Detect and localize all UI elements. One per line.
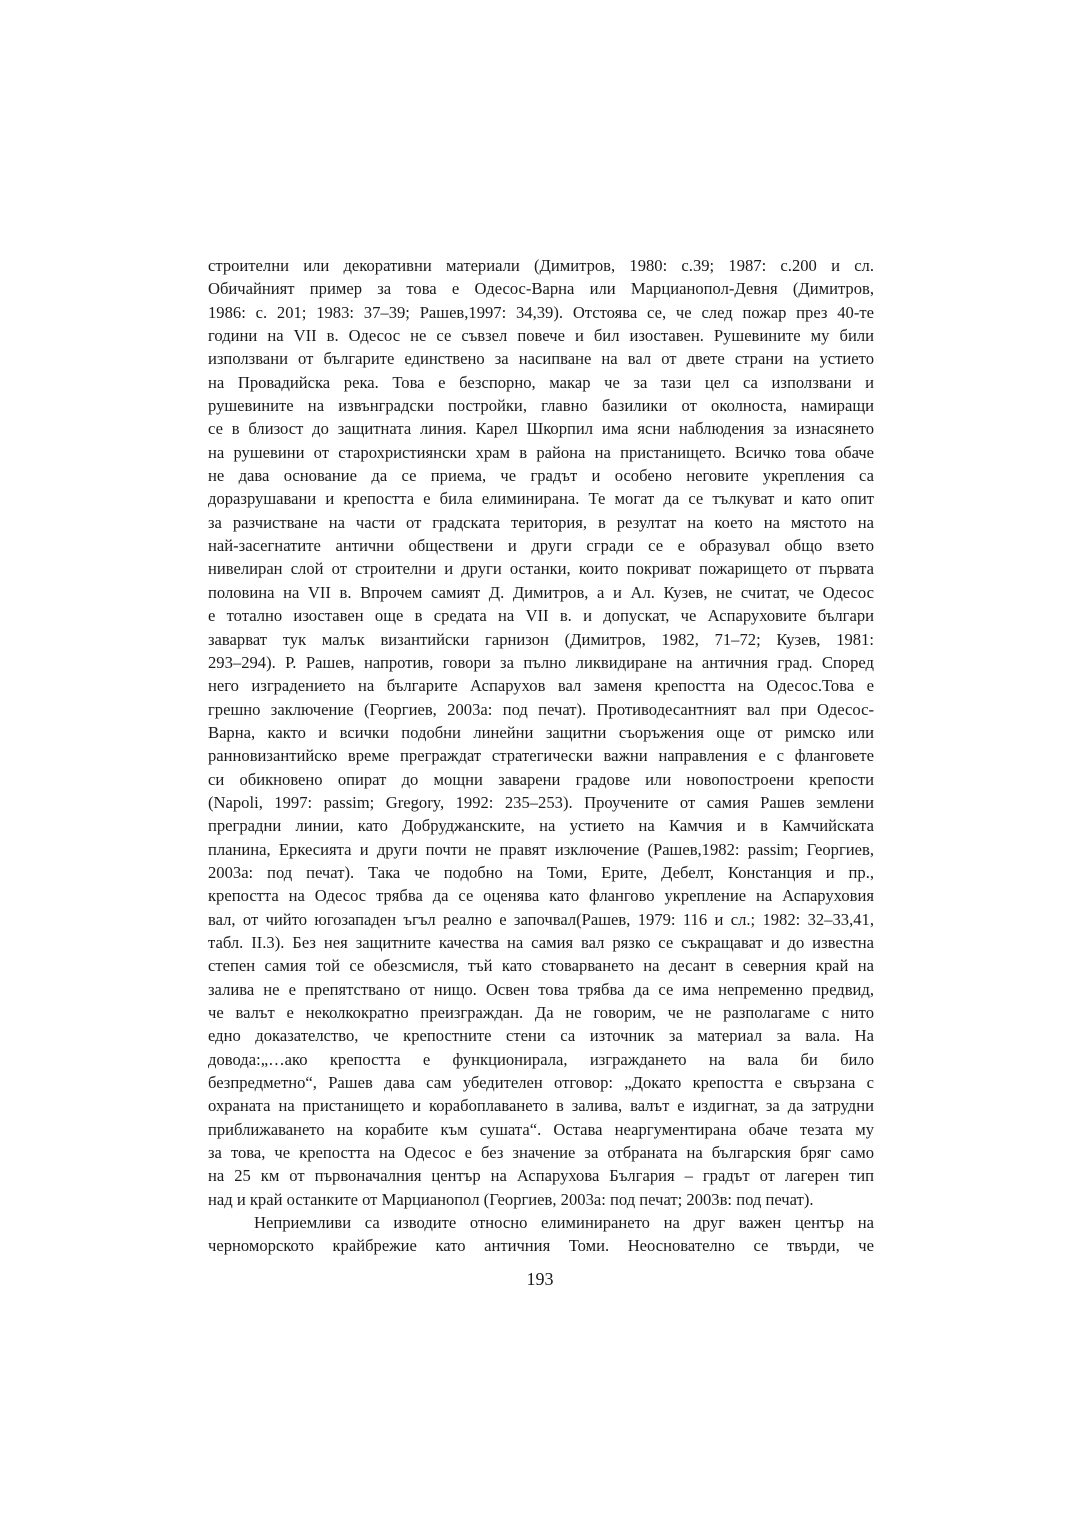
text-line: (Napoli, 1997: passim; Gregory, 1992: 235–253). Проучените от самия Рашев землени <box>208 792 874 812</box>
text-line: планина, Еркесията и други почти не правят изключение (Рашев,1982: passim; Георгиев, <box>208 839 874 859</box>
text-line: на рушевини от старохристиянски храм в района на пристанището. Всичко това обаче <box>208 442 874 462</box>
text-line: Обичайният пример за това е Одесос-Варна или Марцианопол-Девня (Димитров, <box>208 279 874 299</box>
text-line: е тотално изоставен още в средата на VII в. и допускат, че Аспаруховите българи <box>208 606 874 626</box>
text-line: половина на VII в. Впрочем самият Д. Димитров, а и Ал. Кузев, не считат, че Одесос <box>208 582 874 602</box>
text-line: 1986: с. 201; 1983: 37–39; Рашев,1997: 34,39). Отстоява се, че след пожар през 40-те <box>208 302 874 322</box>
text-line: черноморското крайбрежие като античния Томи. Неоснователно се твърди, че <box>208 1236 874 1256</box>
text-line: вал, от чийто югозападен ъгъл реално е започвал(Рашев, 1979: 116 и сл.; 1982: 32–33,41, <box>208 909 874 929</box>
text-line: ранновизантийско време преграждат стратегически важни направления е с фланговете <box>208 746 874 766</box>
text-line: залива не е препятствано от нищо. Освен това трябва да се има непременно предвид, <box>208 979 874 999</box>
text-line: над и край останките от Марцианопол (Георгиев, 2003а: под печат; 2003в: под печат). <box>208 1189 814 1209</box>
text-line: използвани от българите единствено за насипване на вал от двете страни на устието <box>208 349 874 369</box>
text-line: доразрушавани и крепостта е била елиминирана. Те могат да се тълкуват и като опит <box>208 489 874 509</box>
text-line: грешно заключение (Георгиев, 2003а: под печат). Противодесантният вал при Одесос- <box>208 699 874 719</box>
text-line: табл. II.3). Без нея защитните качества на самия вал рязко се съкращават и до известна <box>208 932 874 952</box>
body-text <box>208 254 874 1258</box>
text-line: заварват тук малък византийски гарнизон (Димитров, 1982, 71–72; Кузев, 1981: <box>208 629 874 649</box>
text-line: на 25 км от първоначалния център на Аспарухова България – градът от лагерен тип <box>208 1166 874 1186</box>
text-line: на Провадийска река. Това е безспорно, макар че за тази цел са използвани и <box>208 372 874 392</box>
text-line: него изградението на българите Аспарухов вал заменя крепостта на Одесос.Това е <box>208 676 874 696</box>
text-line: едно доказателство, че крепостните стени са източник за материал за вала. На <box>208 1026 874 1046</box>
text-line: 293–294). Р. Рашев, напротив, говори за пълно ликвидиране на античния град. Според <box>208 652 874 672</box>
text-line: приближаването на корабите към сушата“. Остава неаргументирана обаче тезата му <box>208 1119 874 1139</box>
text-line: крепостта на Одесос трябва да се оценява като флангово укрепление на Аспаруховия <box>208 886 874 906</box>
text-line: довода:„…ако крепостта е функционирала, изграждането на вала би било <box>208 1049 874 1069</box>
text-line: за разчистване на части от градската територия, в резултат на което на мястото на <box>208 512 874 532</box>
text-line: се в близост до защитната линия. Карел Шкорпил има ясни наблюдения за изнасянето <box>208 419 874 439</box>
text-line: Варна, както и всички подобни линейни защитни съоръжения още от римско или <box>208 722 874 742</box>
text-line: най-засегнатите антични обществени и други сгради се е образувал общо взето <box>208 536 874 556</box>
text-line: Неприемливи са изводите относно елиминирането на друг важен център на <box>254 1213 874 1233</box>
text-line: не дава основание да се приема, че градът и особено неговите укрепления са <box>208 466 874 486</box>
text-line: степен самия той се обезсмисля, тъй като стоварването на десант в северния край на <box>208 956 874 976</box>
text-line: строителни или декоративни материали (Димитров, 1980: с.39; 1987: с.200 и сл. <box>208 256 874 275</box>
text-line: си обикновено опират до мощни заварени градове или новопостроени крепости <box>208 769 874 789</box>
text-line: 2003а: под печат). Така че подобно на Томи, Ерите, Дебелт, Констанция и пр., <box>208 862 874 882</box>
text-line: рушевините на извънградски постройки, главно базилики от околноста, намиращи <box>208 396 874 416</box>
text-line: за това, че крепостта на Одесос е без значение за отбраната на българския бряг само <box>208 1143 874 1163</box>
text-line: че валът е неколкократно преизграждан. Да не говорим, че не разполагаме с нито <box>208 1003 874 1022</box>
page-number: 193 <box>526 1269 554 1289</box>
text-line: преградни линии, като Добруджанските, на устието на Камчия и в Камчийската <box>208 816 874 836</box>
text-line: безпредметно“, Рашев дава сам убедителен отговор: „Докато крепостта е свързана с <box>208 1073 874 1093</box>
text-line: нивелиран слой от строителни и други останки, които покриват пожарището от първата <box>208 559 874 579</box>
text-line: години на VII в. Одесос не се съвзел повече и бил изоставен. Рушевините му били <box>208 326 874 346</box>
text-line: охраната на пристанището и корабоплаването в залива, валът е издигнат, за да затрудни <box>208 1096 874 1116</box>
